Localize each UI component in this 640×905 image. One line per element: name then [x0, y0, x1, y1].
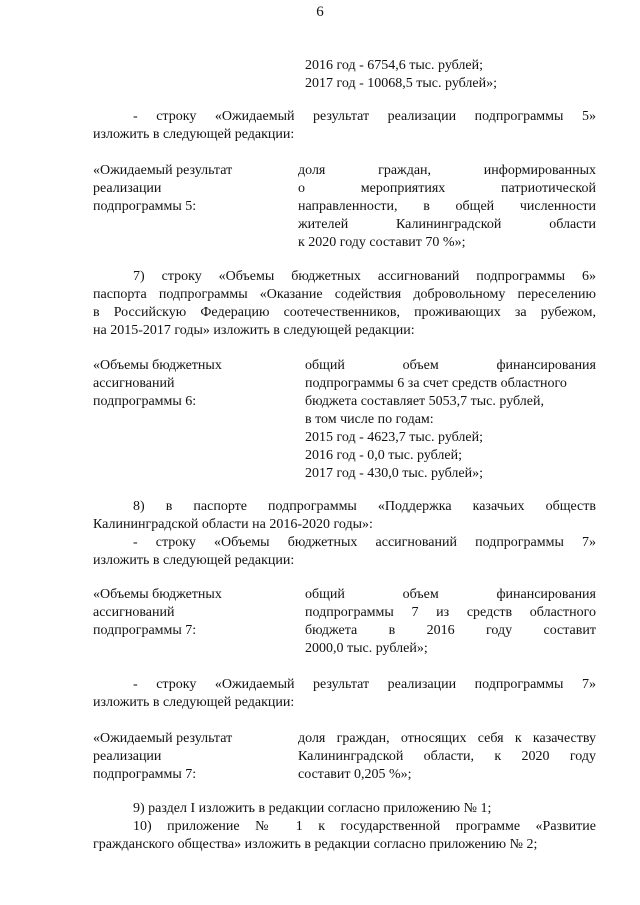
block-label: «Ожидаемый результат — [93, 163, 233, 178]
block-value: общий объем финансирования — [305, 358, 596, 373]
text-line: 2017 год - 10068,5 тыс. рублей»; — [305, 76, 498, 91]
block-label: «Объемы бюджетных — [93, 358, 222, 373]
paragraph-line: - строку «Ожидаемый результат реализации подпрограммы 7» — [133, 677, 596, 692]
block-label: подпрограммы 5: — [93, 199, 197, 214]
paragraph-line: на 2015-2017 годы» изложить в следующей редакции: — [93, 323, 415, 338]
block-value: 2017 год - 430,0 тыс. рублей»; — [305, 466, 484, 481]
paragraph-line: изложить в следующей редакции: — [93, 553, 295, 568]
paragraph-line: - строку «Объемы бюджетных ассигнований подпрограммы 7» — [133, 535, 596, 550]
block-label: подпрограммы 7: — [93, 623, 197, 638]
block-value: 2015 год - 4623,7 тыс. рублей; — [305, 430, 484, 445]
paragraph-line: 9) раздел I изложить в редакции согласно приложению № 1; — [133, 801, 492, 816]
paragraph-line: гражданского общества» изложить в редакции согласно приложению № 2; — [93, 837, 538, 852]
block-value: жителей Калининградской области — [298, 217, 596, 232]
paragraph-line: 8) в паспорте подпрограммы «Поддержка казачьих обществ — [133, 499, 596, 514]
block-value: доля граждан, информированных — [298, 163, 596, 178]
block-value: общий объем финансирования — [305, 587, 596, 602]
block-value: подпрограммы 6 за счет средств областного — [305, 376, 567, 391]
paragraph-line: паспорта подпрограммы «Оказание содействия добровольному переселению — [93, 287, 596, 302]
paragraph-line: в Российскую Федерацию соотечественников, проживающих за рубежом, — [93, 305, 596, 320]
paragraph-line: изложить в следующей редакции: — [93, 127, 295, 142]
block-value: Калининградской области, к 2020 году — [298, 749, 596, 764]
block-value: к 2020 году составит 70 %»; — [298, 235, 466, 250]
block-value: в том числе по годам: — [305, 412, 434, 427]
block-label: ассигнований — [93, 376, 175, 391]
block-value: бюджета составляет 5053,7 тыс. рублей, — [305, 394, 544, 409]
block-value: бюджета в 2016 году составит — [305, 623, 596, 638]
block-value: составит 0,205 %»; — [298, 767, 412, 782]
block-value: 2000,0 тыс. рублей»; — [305, 641, 428, 656]
paragraph-line: - строку «Ожидаемый результат реализации подпрограммы 5» — [133, 109, 596, 124]
block-value: направленности, в общей численности — [298, 199, 596, 214]
block-label: ассигнований — [93, 605, 175, 620]
paragraph-line: 10) приложение № 1 к государственной программе «Развитие — [133, 819, 596, 834]
block-label: «Ожидаемый результат — [93, 731, 233, 746]
paragraph-line: Калининградской области на 2016-2020 годы»: — [93, 517, 373, 532]
block-value: доля граждан, относящих себя к казачеству — [298, 731, 596, 746]
text-line: 2016 год - 6754,6 тыс. рублей; — [305, 58, 484, 73]
block-value: 2016 год - 0,0 тыс. рублей; — [305, 448, 463, 463]
page-number: 6 — [316, 4, 324, 20]
block-value: подпрограммы 7 из средств областного — [305, 605, 596, 620]
block-value: о мероприятиях патриотической — [298, 181, 596, 196]
paragraph-line: изложить в следующей редакции: — [93, 695, 295, 710]
block-label: реализации — [93, 749, 162, 764]
block-label: «Объемы бюджетных — [93, 587, 222, 602]
block-label: реализации — [93, 181, 162, 196]
block-label: подпрограммы 6: — [93, 394, 197, 409]
paragraph-line: 7) строку «Объемы бюджетных ассигнований подпрограммы 6» — [133, 269, 596, 284]
block-label: подпрограммы 7: — [93, 767, 197, 782]
